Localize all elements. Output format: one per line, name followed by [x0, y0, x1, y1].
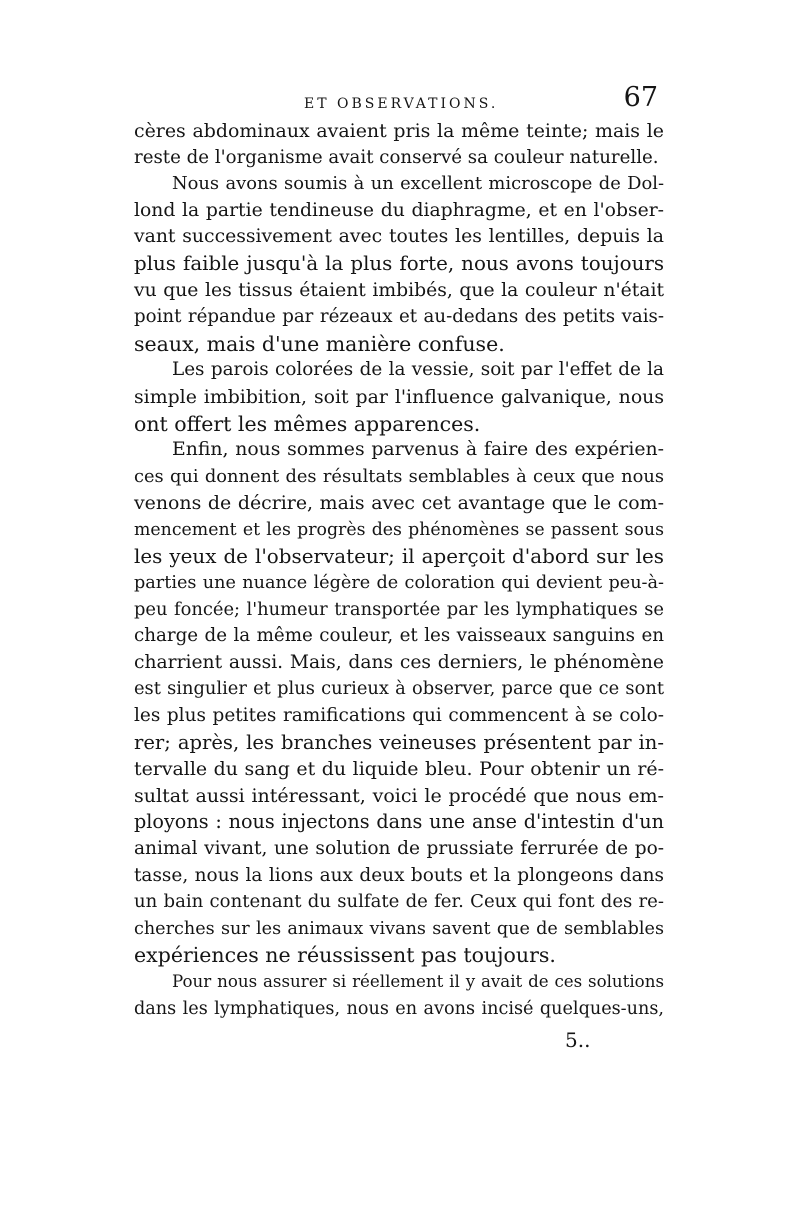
text-line: plus faible jusqu'à la plus forte, nous avons toujours: [134, 251, 664, 275]
text-line: charge de la même couleur, et les vaisseaux sanguins en: [134, 625, 664, 647]
text-line: tervalle du sang et du liquide bleu. Pour obtenir un ré-: [134, 758, 664, 781]
text-line: ont offert les mêmes apparences.: [134, 411, 481, 436]
text-line: cherches sur les animaux vivans savent que de semblables: [134, 918, 664, 939]
text-line: reste de l'organisme avait conservé sa couleur naturelle.: [134, 146, 659, 168]
text-line: rer; après, les branches veineuses présentent par in-: [134, 730, 664, 754]
text-line: venons de décrire, mais avec cet avantage que le com-: [134, 492, 664, 515]
text-line: point répandue par rézeaux et au-dedans des petits vais-: [134, 306, 664, 328]
text-line: parties une nuance légère de coloration qui devient peu-à-: [134, 573, 664, 594]
text-line: lond la partie tendineuse du diaphragme, et en l'obser-: [134, 199, 664, 221]
text-line: peu foncée; l'humeur transportée par les lymphatiques se: [134, 598, 664, 620]
text-line: animal vivant, une solution de prussiate ferrurée de po-: [134, 838, 664, 860]
text-line: Enfin, nous sommes parvenus à faire des expérien-: [172, 439, 664, 461]
text-line: vant successivement avec toutes les lentilles, depuis la: [134, 226, 664, 248]
text-line: simple imbibition, soit par l'influence galvanique, nous: [134, 385, 664, 408]
text-line: expériences ne réussissent pas toujours.: [134, 943, 556, 968]
text-line: ces qui donnent des résultats semblables à ceux que nous: [134, 465, 664, 487]
text-line: ployons : nous injectons dans une anse d'intestin d'un: [134, 810, 664, 834]
text-line: Nous avons soumis à un excellent microscope de Dol-: [172, 173, 664, 195]
text-line: un bain contenant du sulfate de fer. Ceux qui font des re-: [134, 891, 664, 913]
text-line: mencement et les progrès des phénomènes se passent sous: [134, 519, 664, 540]
text-line: sultat aussi intéressant, voici le procédé que nous em-: [134, 784, 664, 807]
text-line: les plus petites ramifications qui commencent à se colo-: [134, 705, 664, 727]
signature-mark: 5..: [565, 1028, 591, 1052]
body-text: [134, 118, 664, 1022]
text-line: tasse, nous la lions aux deux bouts et la plongeons dans: [134, 864, 664, 886]
text-line: charrient aussi. Mais, dans ces derniers, le phénomène: [134, 651, 664, 673]
text-line: est singulier et plus curieux à observer, parce que ce sont: [134, 678, 664, 700]
page-number: 67: [623, 82, 658, 113]
text-line: les yeux de l'observateur; il aperçoit d'abord sur les: [134, 544, 664, 568]
text-line: vu que les tissus étaient imbibés, que la couleur n'était: [134, 279, 664, 301]
text-line: Pour nous assurer si réellement il y avait de ces solutions: [172, 972, 664, 991]
text-line: seaux, mais d'une manière confuse.: [134, 331, 505, 356]
text-line: Les parois colorées de la vessie, soit par l'effet de la: [172, 359, 664, 381]
page-header: [134, 82, 664, 122]
text-line: cères abdominaux avaient pris la même teinte; mais le: [134, 120, 664, 142]
text-line: dans les lymphatiques, nous en avons incisé quelques-uns,: [134, 998, 664, 1019]
running-title: ET OBSERVATIONS.: [304, 96, 499, 112]
